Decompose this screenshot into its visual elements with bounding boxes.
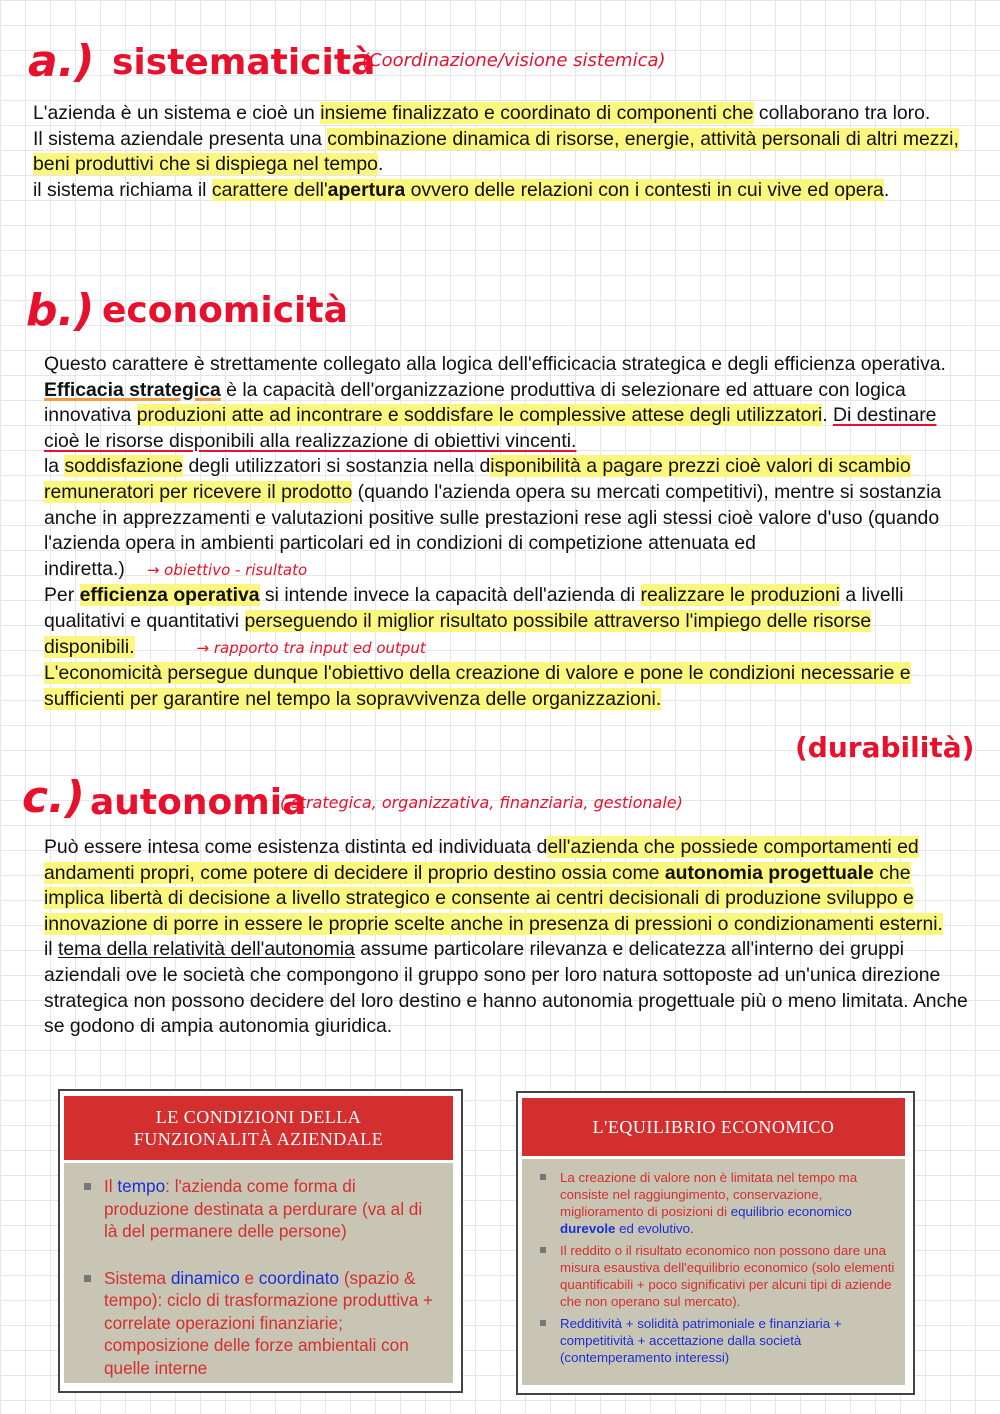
section-a-body xyxy=(33,101,978,203)
text-run: Il sistema aziendale presenta una xyxy=(33,127,328,150)
section-b-paragraph-5 xyxy=(44,661,974,712)
margin-note: → obiettivo - risultato xyxy=(146,560,308,579)
slide-equilibrio-body xyxy=(522,1159,905,1385)
section-c-letter: c.) xyxy=(22,772,85,823)
bullet-item xyxy=(540,1169,895,1237)
section-c-paragraph-2 xyxy=(44,937,974,1039)
heading-line: FUNZIONALITÀ AZIENDALE xyxy=(133,1129,384,1149)
section-b-letter: b.) xyxy=(26,285,95,336)
section-c-paragraph-1 xyxy=(44,835,974,937)
highlight: isponibilità a pagare prezzi cioè valori di scambio remuneratori per ricevere il prodotto xyxy=(44,455,911,503)
highlight: carattere dell' xyxy=(211,178,328,201)
bullet-icon xyxy=(540,1247,546,1253)
text-run: Sistema xyxy=(104,1267,171,1288)
section-b-title: economicità xyxy=(102,290,348,331)
highlight: combinazione dinamica di risorse, energie, attività personali di altri mezzi, beni produttivi che si dispiega nel tempo xyxy=(33,127,959,176)
section-a-paragraph-3 xyxy=(33,178,978,204)
bullet-icon xyxy=(84,1183,91,1190)
text-run: Il xyxy=(104,1176,118,1196)
slide-funzionalita-heading xyxy=(64,1096,453,1160)
text-run: La creazione di valore non è limitata nel tempo ma consiste nel raggiungimento, conservazione, miglioramento di posizioni di xyxy=(560,1170,858,1219)
bullet-item xyxy=(84,1175,439,1243)
highlight: realizzare le produzioni xyxy=(640,584,840,607)
section-b-paragraph-4 xyxy=(44,583,974,661)
highlight: ell'azienda che possiede comportamenti ed andamenti propri, come potere di decidere il proprio destino ossia come xyxy=(44,836,919,884)
text-run: . xyxy=(377,153,384,176)
highlight: produzioni atte ad incontrare e soddisfare le complessive attese degli utilizzatori xyxy=(136,404,823,427)
text-run: il xyxy=(44,938,59,961)
slide-equilibrio xyxy=(516,1091,915,1395)
text-run: (quando l'azienda opera su mercati competitivi), mentre si sostanzia anche in apprezzamenti e valutazioni positive sulle prestazioni rese agli stessi cioè valore d'uso (quando l'azienda opera in ambienti particolari ed in condizioni di competizione attenuata ed indiretta.) xyxy=(44,480,942,580)
bold-term: apertura xyxy=(327,178,406,201)
bold-term: durevole xyxy=(560,1221,616,1236)
slide-equilibrio-heading: L'EQUILIBRIO ECONOMICO xyxy=(522,1098,905,1156)
blue-term: ed evolutivo. xyxy=(615,1221,694,1236)
bullet-icon xyxy=(84,1275,91,1282)
section-a-title: sistematicità xyxy=(112,42,376,83)
blue-term: Redditività + solidità patrimoniale e finanziaria + competitività + accettazione dalla società (contemperamento interessi) xyxy=(560,1316,842,1365)
text-run: Il reddito o il risultato economico non possono dare una misura esaustiva dell'equilibrio economico (solo elementi quantificabili + poco significativi per alcuni tipi di aziende che non operano sul mercato). xyxy=(560,1243,895,1309)
section-c-subtitle: ( strategica, organizzativa, finanziaria, gestionale) xyxy=(280,793,683,812)
bullet-item xyxy=(84,1267,439,1380)
text-run: si intende invece la capacità dell'azienda di xyxy=(259,584,641,607)
text-run: degli utilizzatori si sostanzia nella d xyxy=(183,455,491,478)
text-run: assume particolare rilevanza e delicatezza all'interno dei gruppi aziendali ove le società che compongono il gruppo sono per loro natura sottoposte ad un'unica direzione strategica non possono decidere del loro destino e hanno autonomia progettuale più o meno limitata. Anche se godono di ampia autonomia giuridica. xyxy=(44,938,968,1038)
blue-term: coordinato xyxy=(258,1267,340,1288)
text-run: Per xyxy=(44,584,80,607)
heading-line: LE CONDIZIONI DELLA xyxy=(155,1107,362,1127)
section-b-paragraph-1: Questo carattere è strettamente collegato alla logica dell'efficicacia strategica e degli efficienza operativa. xyxy=(44,353,946,375)
section-c-title: autonomia xyxy=(90,782,307,823)
highlight: che implica libertà di decisione a livello strategico e consente ai centri decisionali di produzione sviluppo e innovazione di porre in essere le proprie scelte anche in presenza di pressioni o condizionamenti esterni. xyxy=(44,861,943,935)
section-a-paragraph-1 xyxy=(33,101,978,127)
text-run: il sistema richiama il xyxy=(33,178,212,201)
section-a-subtitle: (Coordinazione/visione sistemica) xyxy=(362,50,666,71)
text-run: a livelli qualitativi e quantitativi xyxy=(44,584,904,632)
section-b-paragraph-2 xyxy=(44,378,974,455)
durability-note: (durabilità) xyxy=(795,731,975,764)
text-run: collaborano tra loro. xyxy=(753,102,931,124)
slide-funzionalita xyxy=(58,1089,463,1393)
bullet-icon xyxy=(540,1320,546,1326)
blue-term: dinamico xyxy=(170,1267,240,1288)
text-run: : l'azienda come forma di produzione destinata a perdurare (va al di là del permanere delle persone) xyxy=(104,1176,423,1241)
blue-term: tempo xyxy=(117,1176,166,1196)
bold-term: Efficacia strategica xyxy=(44,378,221,401)
underlined-text: Di destinare cioè le risorse disponibili alla realizzazione di obiettivi vincenti. xyxy=(44,404,937,452)
section-b-body xyxy=(44,352,974,712)
text-run: L'azienda è un sistema e cioè un xyxy=(33,102,321,124)
bullet-item xyxy=(540,1242,895,1310)
margin-note: → rapporto tra input ed output xyxy=(196,638,426,657)
text-run: è la capacità dell'organizzazione produttiva di selezionare ed attuare con logica innovativa xyxy=(44,378,906,427)
slide-funzionalita-body xyxy=(64,1163,453,1383)
highlight: insieme finalizzato e coordinato di componenti che xyxy=(320,102,754,124)
text-run: la xyxy=(44,455,65,478)
section-b-paragraph-3 xyxy=(44,454,974,583)
text-run: . xyxy=(883,178,890,201)
text-run: (spazio & tempo): ciclo di trasformazione produttiva + correlate operazioni finanziarie; composizione delle forze ambientali con quelle interne xyxy=(104,1267,434,1378)
blue-term: equilibrio economico xyxy=(730,1204,852,1219)
text-run: e xyxy=(239,1267,259,1288)
section-a-paragraph-2 xyxy=(33,127,978,178)
section-c-body xyxy=(44,835,974,1040)
text-run: . xyxy=(822,404,833,427)
highlight: L'economicità persegue dunque l'obiettivo della creazione di valore e pone le condizioni necessarie e sufficienti per garantire nel tempo la sopravvivenza delle organizzazioni. xyxy=(44,662,911,710)
text-run: Può essere intesa come esistenza distinta ed individuata d xyxy=(44,836,548,858)
highlight: perseguendo il miglior risultato possibile attraverso l'impiego delle risorse disponibili. xyxy=(44,609,872,658)
bullet-item xyxy=(540,1315,895,1366)
highlight: ovvero delle relazioni con i contesti in cui vive ed opera xyxy=(405,178,884,201)
underlined-text: tema della relatività dell'autonomia xyxy=(58,938,355,961)
bold-term: efficienza operativa xyxy=(79,584,260,607)
section-a-letter: a.) xyxy=(28,36,95,87)
bullet-icon xyxy=(540,1174,546,1180)
bold-term: autonomia progettuale xyxy=(664,861,874,884)
highlight: soddisfazione xyxy=(64,455,184,478)
